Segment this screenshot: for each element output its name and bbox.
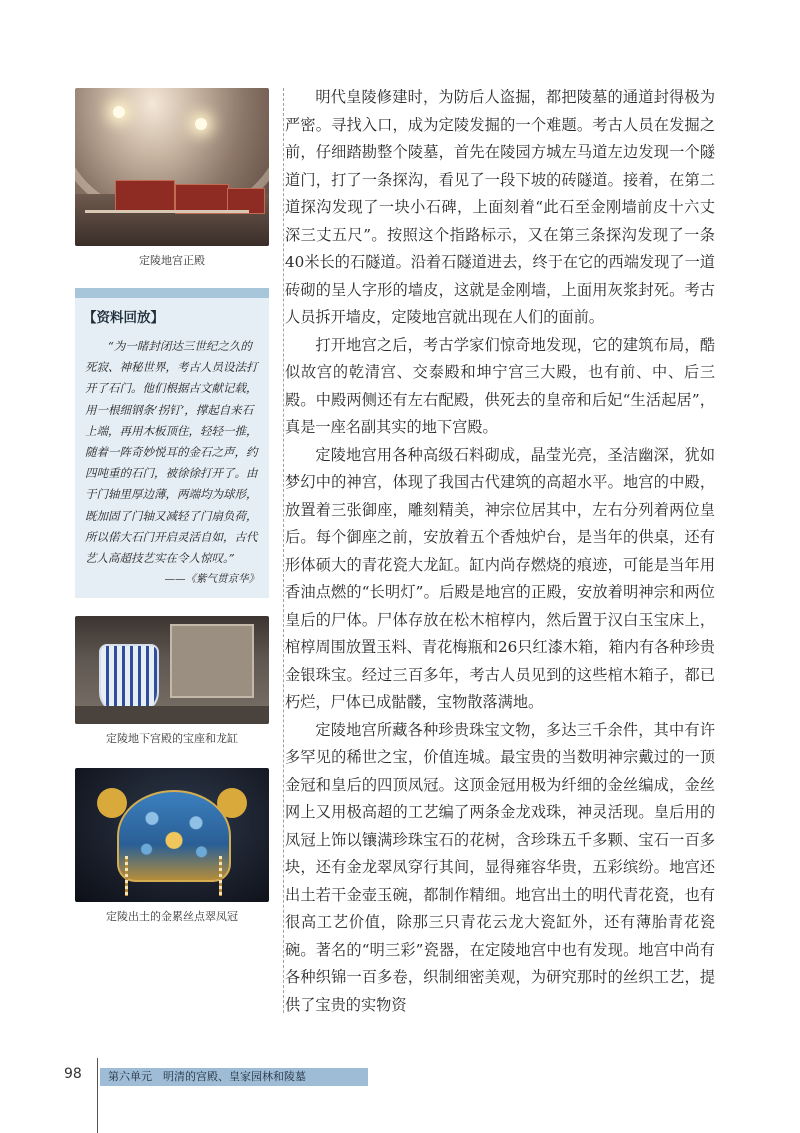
photo-caption: 定陵地下宫殿的宝座和龙缸	[106, 732, 238, 746]
sidebar	[75, 88, 269, 924]
photo-caption: 定陵地宫正殿	[139, 254, 205, 267]
paragraph: 定陵地宫用各种高级石料砌成，晶莹光亮，圣洁幽深，犹如梦幻中的神宫，体现了我国古代建筑的高超水平。地宫的中殿，放置着三张御座，雕刻精美，神宗位居其中，左右分列着两位皇后。每个御座之前，安放着五个香烛炉台，是当年的供桌，还有形体硕大的青花瓷大龙缸。缸内尚存燃烧的痕迹，可能是当年用香油点燃的“长明灯”。后殿是地宫的正殿，安放着明神宗和两位皇后的尸体。尸体存放在松木棺椁内，然后置于汉白玉宝床上，棺椁周围放置玉料、青花梅瓶和26只红漆木箱，箱内有各种珍贵金银珠宝。经过三百多年，考古人员见到的这些棺木箱子，都已朽烂，尸体已成骷髅，宝物散落满地。	[285, 445, 715, 711]
info-box	[75, 288, 269, 598]
paragraph: 打开地宫之后，考古学家们惊奇地发现，它的建筑布局，酷似故宫的乾清宫、交泰殿和坤宁宫三大殿，也有前、中、后三殿。中殿两侧还有左右配殿，供死去的皇帝和后妃“生活起居”，真是一座名副其实的地下宫殿。	[285, 335, 715, 436]
info-box-text: “为一睹封闭达三世纪之久的死寂、神秘世界，考古人员设法打开了石门。他们根据古文献记载，用一根细钢条‘拐钉’，撑起自来石上端，再用木板顶住，轻轻一推，随着一阵奇妙悦耳的金石之声，约四吨重的石门，被徐徐打开了。由于门轴里厚边薄，两端均为球形，既加固了门轴又减轻了门扇负荷，所以偌大石门开启灵活自如，古代艺人高超技艺实在令人惊叹。”	[85, 339, 258, 566]
underground-palace-photo	[75, 88, 269, 246]
throne-dragon-vat-photo	[75, 616, 269, 724]
column-divider	[283, 88, 284, 1013]
paragraph: 明代皇陵修建时，为防后人盗掘，都把陵墓的通道封得极为严密。寻找入口，成为定陵发掘的一个难题。考古人员在发掘之前，仔细踏勘整个陵墓，首先在陵园方城左马道左边发现一个隧道门，打了一条探沟，看见了一段下坡的砖隧道。接着，在第二道探沟发现了一块小石碑，上面刻着“此石至金刚墙前皮十六丈深三丈五尺”。按照这个指路标示，又在第三条探沟发现了一条40米长的石隧道。沿着石隧道进去，终于在它的西端发现了一道砖砌的呈人字形的墙皮，这就是金刚墙，上面用灰浆封死。考古人员拆开墙皮，定陵地宫就出现在人们的面前。	[285, 88, 715, 326]
photo-caption: 定陵出土的金累丝点翠凤冠	[106, 910, 238, 924]
info-box-source: ——《紫气贯京华》	[164, 573, 259, 586]
info-box-title: 【资料回放】	[83, 310, 164, 326]
phoenix-crown-photo	[75, 768, 269, 902]
main-text	[285, 84, 715, 1019]
unit-title-bar: 第六单元 明清的宫殿、皇家园林和陵墓	[100, 1068, 368, 1086]
footer-rule	[97, 1058, 98, 1133]
page-number: 98	[64, 1066, 82, 1082]
paragraph: 定陵地宫所藏各种珍贵珠宝文物，多达三千余件，其中有许多罕见的稀世之宝，价值连城。最宝贵的当数明神宗戴过的一顶金冠和皇后的四顶凤冠。这顶金冠用极为纤细的金丝编成，金丝网上又用极高超的工艺编了两条金龙戏珠，神灵活现。皇后用的凤冠上饰以镶满珍珠宝石的花树，含珍珠五千多颗、宝石一百多块，还有金龙翠凤穿行其间，显得雍容华贵，五彩缤纷。地宫还出土若干金壶玉碗，都制作精细。地宫出土的明代青花瓷，也有很高工艺价值，除那三只青花云龙大瓷缸外，还有薄胎青花瓷碗。著名的“明三彩”瓷器，在定陵地宫中也有发现。地宫中尚有各种织锦一百多卷，织制细密美观，为研究那时的丝织工艺，提供了宝贵的实物资	[285, 720, 715, 1014]
